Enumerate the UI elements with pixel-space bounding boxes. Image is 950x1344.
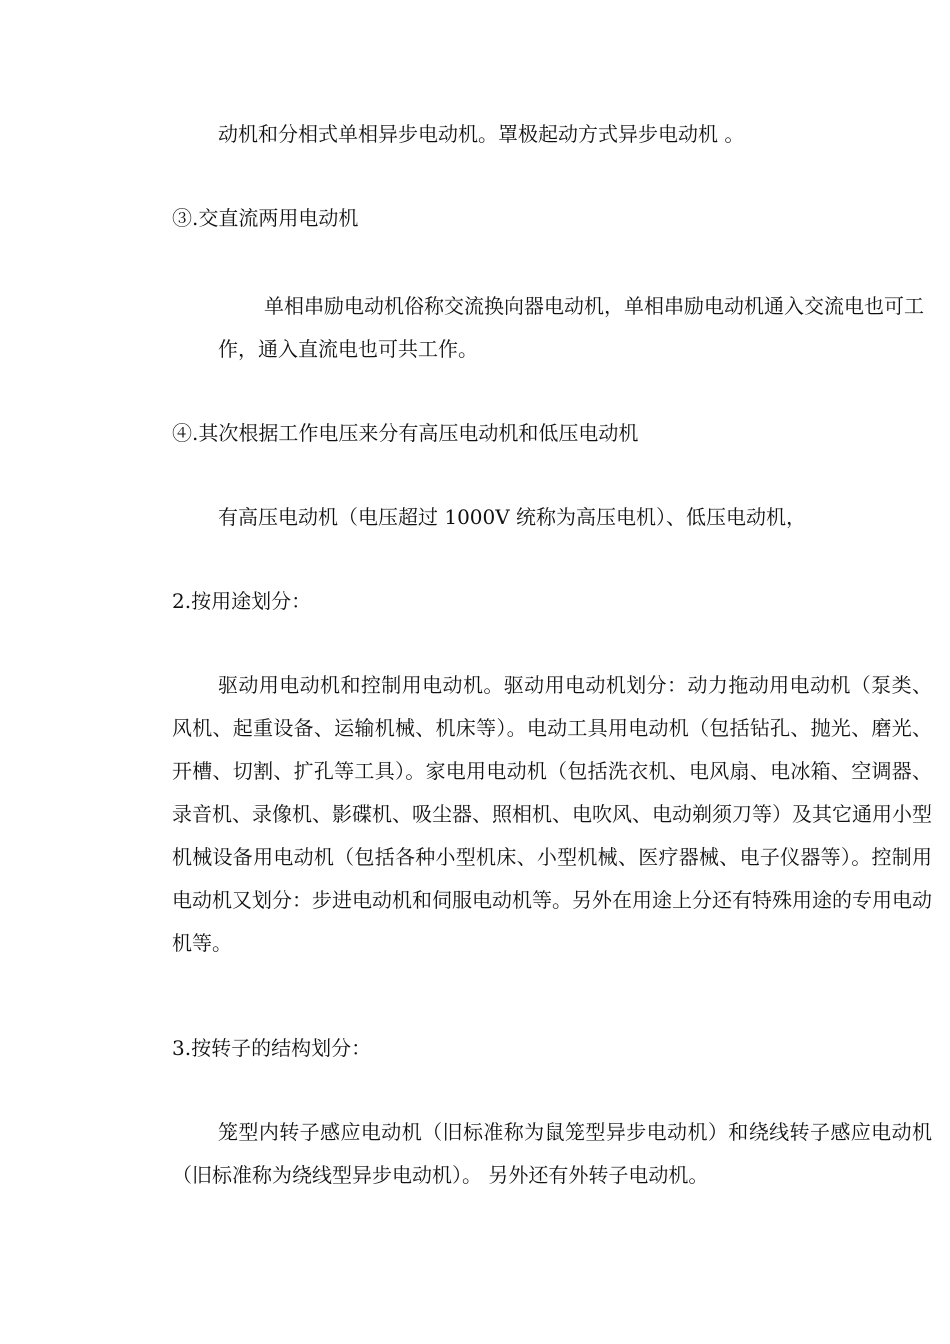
paragraph-voltage: 有高压电动机（电压超过 1000V 统称为高压电机）、低压电动机， — [218, 505, 807, 529]
paragraph-by-rotor: 笼型内转子感应电动机（旧标准称为鼠笼型异步电动机）和绕线转子感应电动机（旧标准称为绕线型异步电动机）。 另外还有外转子电动机。 — [172, 1120, 932, 1187]
paragraph-continuation: 动机和分相式单相异步电动机。罩极起动方式异步电动机 。 — [218, 122, 745, 146]
heading-ac-dc-motor: ③.交直流两用电动机 — [172, 206, 359, 230]
paragraph-by-use: 驱动用电动机和控制用电动机。驱动用电动机划分：动力拖动用电动机（泵类、风机、起重设备、运输机械、机床等）。电动工具用电动机（包括钻孔、抛光、磨光、开槽、切割、扩孔等工具）。家电用电动机（包括洗衣机、电风扇、电冰箱、空调器、录音机、录像机、影碟机、吸尘器、照相机、电吹风、电动剃须刀等）及其它通用小型机械设备用电动机（包括各种小型机床、小型机械、医疗器械、电子仪器等）。控制用电动机又划分：步进电动机和伺服电动机等。另外在用途上分还有特殊用途的专用电动机等。 — [172, 673, 932, 955]
paragraph-series-motor: 单相串励电动机俗称交流换向器电动机，单相串励电动机通入交流电也可工作，通入直流电也可共工作。 — [218, 294, 924, 361]
heading-by-rotor: 3.按转子的结构划分： — [172, 1036, 372, 1060]
heading-voltage-classification: ④.其次根据工作电压来分有高压电动机和低压电动机 — [172, 421, 639, 445]
heading-by-use: 2.按用途划分： — [172, 589, 312, 613]
